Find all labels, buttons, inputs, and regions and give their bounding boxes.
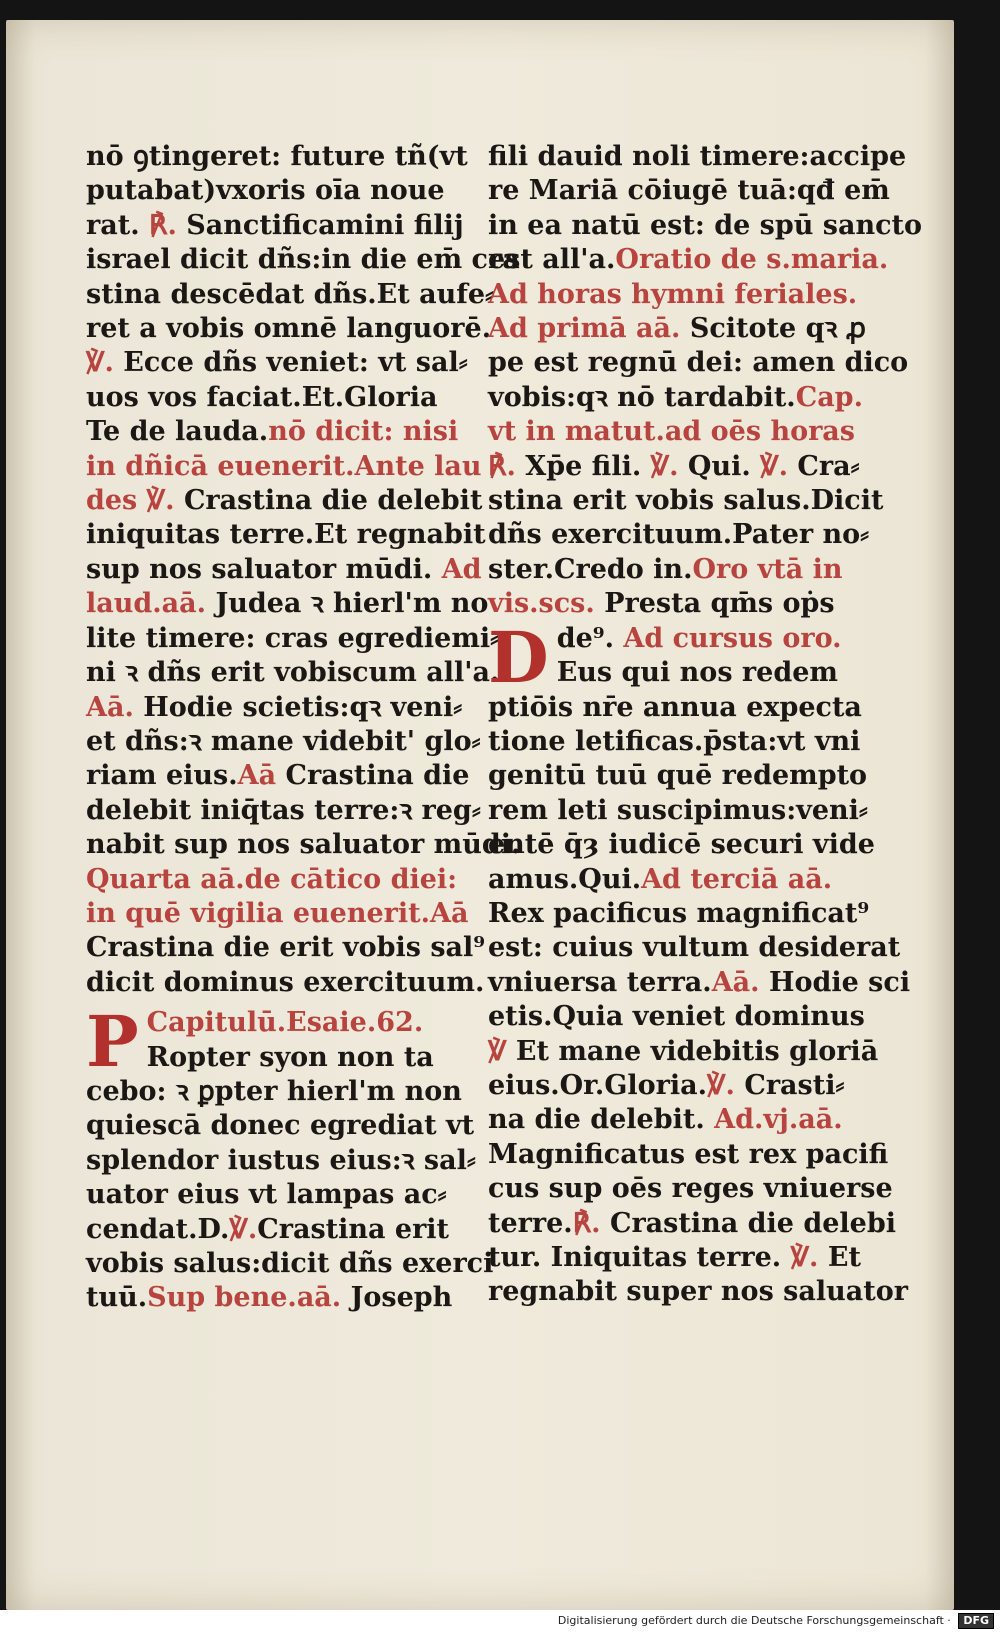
body-text: stina erit vobis salus.Dicit xyxy=(488,485,884,517)
rubric-text: Oro vtā in xyxy=(692,553,843,585)
body-text: est all'a. xyxy=(488,244,616,276)
text-line xyxy=(488,931,901,965)
rubric-text: in quē vigilia euenerit.Aā xyxy=(86,897,469,929)
body-text: tione letificas.p̄sta:vt vni xyxy=(488,725,861,757)
body-text: regnabit super nos saluator xyxy=(488,1276,908,1308)
footer-credit: Digitalisierung gefördert durch die Deutsche Forschungsgemeinschaft · xyxy=(557,1614,951,1627)
rubric-text: ℟. xyxy=(149,209,187,241)
text-line xyxy=(86,656,500,690)
book-page xyxy=(6,20,954,1610)
body-text: sup nos saluator mūdi. xyxy=(86,553,442,585)
text-line xyxy=(488,759,888,793)
initial-paragraph xyxy=(86,1000,494,1316)
text-line xyxy=(488,1069,888,1103)
text-line xyxy=(488,312,888,346)
text-line xyxy=(86,691,486,725)
text-line xyxy=(86,828,521,862)
body-text: Cra⸗ xyxy=(797,450,860,482)
rubric-text: vis.scs. xyxy=(488,588,605,620)
body-text: Et mane videbitis gloriā xyxy=(515,1035,879,1067)
rubric-text: ℣. xyxy=(790,1242,828,1273)
decorated-initial: P xyxy=(86,1000,139,1084)
body-text: ret a vobis omnē languorē. xyxy=(86,313,492,345)
text-line xyxy=(86,966,486,1000)
rubric-text: laud.aā. xyxy=(86,588,216,620)
body-text: Ropter syon non ta xyxy=(146,1041,434,1073)
rubric-text: Aā. xyxy=(711,966,769,998)
body-text: vobis salus:dicit dñs exerci xyxy=(86,1248,494,1279)
body-text: re Mariā cōiugē tuā:qđ em̄ xyxy=(488,175,890,207)
text-line xyxy=(86,381,486,415)
text-line xyxy=(86,863,486,897)
body-text: cus sup oēs reges vniuerse xyxy=(488,1173,893,1205)
body-text: uos vos faciat.Et.Gloria xyxy=(86,381,438,413)
rubric-text: ℣. xyxy=(650,450,688,482)
text-line xyxy=(488,1035,888,1069)
body-text: ptiōis nr̄e annua expecta xyxy=(488,691,862,723)
rubric-text: ℣. xyxy=(760,450,798,482)
text-line xyxy=(86,1247,494,1281)
left-text-column xyxy=(86,140,521,1316)
dfg-logo: DFG xyxy=(958,1613,994,1629)
text-line xyxy=(488,828,888,862)
text-line xyxy=(488,381,888,415)
body-text: etis.Quia veniet dominus xyxy=(488,1001,865,1033)
text-line xyxy=(86,1075,486,1109)
text-line xyxy=(86,553,486,587)
rubric-text: ℟. xyxy=(488,450,526,482)
text-line xyxy=(86,140,486,174)
text-line xyxy=(86,794,486,828)
text-line xyxy=(86,622,500,656)
text-line xyxy=(86,243,520,277)
body-text: riam eius. xyxy=(86,760,238,792)
text-line xyxy=(488,966,911,1000)
body-text: nō ꝯtingeret: future tñ(vt xyxy=(86,141,468,172)
body-text: Crastina die delebit xyxy=(183,485,483,517)
text-line xyxy=(488,1207,896,1241)
body-text: nabit sup nos saluator mūdi. xyxy=(86,829,521,861)
body-text: Scitote qꝛ ꝓ xyxy=(689,313,866,345)
body-text: tuū. xyxy=(86,1282,148,1314)
text-line xyxy=(86,450,486,484)
body-text: uator eius vt lampas ac⸗ xyxy=(86,1179,447,1211)
body-text: rem leti suscipimus:veni⸗ xyxy=(488,794,868,826)
body-text: ster.Credo in. xyxy=(488,553,693,585)
rubric-text: ℣ xyxy=(488,1035,516,1067)
text-line xyxy=(488,174,888,208)
text-line xyxy=(488,209,923,243)
text-line xyxy=(86,931,486,965)
rubric-text: Ad xyxy=(441,553,482,585)
body-text: splendor iustus eius:ꝛ sal⸗ xyxy=(86,1144,476,1176)
text-line xyxy=(488,863,888,897)
text-line xyxy=(488,553,888,587)
rubric-text: Sup bene.aā. xyxy=(147,1282,351,1314)
body-text: Joseph xyxy=(350,1282,453,1314)
text-line xyxy=(488,1172,893,1206)
body-text: terre. xyxy=(488,1207,573,1239)
text-line xyxy=(488,243,888,277)
body-text: de⁹. xyxy=(556,622,624,654)
decorated-initial: D xyxy=(488,615,549,699)
body-text: Magnificatus est rex pacifi xyxy=(488,1138,889,1170)
body-text: vobis:qꝛ nō tardabit. xyxy=(488,381,796,413)
body-text: cendat.D. xyxy=(86,1213,230,1245)
rubric-text: Aā. xyxy=(86,691,144,723)
rubric-text: Oratio de s.maria. xyxy=(615,244,889,276)
body-text: Rex pacificus magnificat⁹ xyxy=(488,897,870,929)
text-line xyxy=(488,1241,888,1275)
initial-paragraph xyxy=(488,615,888,760)
rubric-text: nō dicit: nisi xyxy=(268,416,459,448)
text-line xyxy=(86,1144,486,1178)
text-line xyxy=(488,484,888,518)
text-line xyxy=(86,725,486,759)
body-text: Hodie sci xyxy=(768,966,911,998)
body-text: Crasti⸗ xyxy=(744,1069,845,1101)
text-line xyxy=(86,1006,486,1040)
text-line xyxy=(488,278,888,312)
text-line xyxy=(86,897,486,931)
rubric-text: des ℣. xyxy=(86,485,184,517)
body-text: stina descēdat dñs.Et aufe⸗ xyxy=(86,278,495,310)
text-line xyxy=(488,415,888,449)
text-line xyxy=(488,587,888,621)
text-line xyxy=(86,1109,486,1143)
body-text: rat. xyxy=(86,209,149,241)
body-text: Crastina die erit vobis sal⁹ xyxy=(86,932,486,964)
text-line xyxy=(86,278,495,312)
text-line xyxy=(488,140,907,174)
text-line xyxy=(86,759,486,793)
body-text: putabat)vxoris oīa noue xyxy=(86,175,445,207)
text-line xyxy=(86,1281,486,1315)
text-line xyxy=(488,1275,908,1309)
rubric-text: Quarta aā.de cātico diei: xyxy=(86,863,458,895)
body-text: Crastina die xyxy=(285,760,470,792)
body-text: Eus qui nos redem xyxy=(556,657,838,689)
text-line xyxy=(86,209,486,243)
rubric-text: Ad cursus oro. xyxy=(623,622,842,654)
text-line xyxy=(488,518,888,552)
text-line xyxy=(488,794,888,828)
body-text: cebo: ꝛ ꝑpter hierl'm non xyxy=(86,1075,462,1107)
text-line xyxy=(86,1041,486,1075)
text-line xyxy=(86,1213,486,1247)
text-line xyxy=(488,897,888,931)
rubric-text: ℣. xyxy=(86,347,124,379)
body-text: iniquitas terre.Et regnabit xyxy=(86,519,486,551)
body-text: vniuersa terra. xyxy=(488,966,712,998)
text-line xyxy=(488,450,888,484)
body-text: Crastina die delebi xyxy=(609,1207,896,1239)
body-text: Ecce dñs veniet: vt sal⸗ xyxy=(123,347,468,379)
body-text: Hodie scietis:qꝛ veni⸗ xyxy=(143,691,463,723)
body-text: lite timere: cras egrediemi⸗ xyxy=(86,622,500,654)
body-text: est: cuius vultum desiderat xyxy=(488,932,901,964)
rubric-text: Aā xyxy=(237,760,286,792)
rubric-text: in dñicā euenerit.Ante lau xyxy=(86,450,482,482)
text-line xyxy=(86,484,486,518)
text-line xyxy=(86,518,486,552)
text-line xyxy=(86,312,492,346)
body-text: in ea natū est: de spū sancto xyxy=(488,209,923,241)
rubric-text: Ad.vj.aā. xyxy=(714,1104,843,1136)
body-text: delebit iniq̄tas terre:ꝛ reg⸗ xyxy=(86,794,481,826)
body-text: Sanctificamini filij xyxy=(186,209,464,241)
body-text: tur. Iniquitas terre. xyxy=(488,1242,791,1273)
body-text: genitū tuū quē redempto xyxy=(488,760,868,792)
text-line xyxy=(488,1103,888,1137)
text-line xyxy=(488,691,888,725)
text-line xyxy=(488,1138,888,1172)
text-line xyxy=(488,1000,888,1034)
rubric-text: Ad horas hymni feriales. xyxy=(488,278,858,310)
body-text: quiescā donec egrediat vt xyxy=(86,1110,475,1142)
body-text: Te de lauda. xyxy=(86,416,269,448)
body-text: entē q̄ȝ iudicē securi vide xyxy=(488,829,875,861)
body-text: israel dicit dñs:in die em̄ cra xyxy=(86,244,520,276)
rubric-text: Ad terciā aā. xyxy=(641,863,833,895)
rubric-text: ℟. xyxy=(572,1207,610,1239)
body-text: Qui. xyxy=(687,450,761,482)
body-text: Presta qm̄s oṗs xyxy=(604,588,835,620)
rubric-text: vt in matut.ad oēs horas xyxy=(488,416,856,448)
body-text: dicit dominus exercituum. xyxy=(86,966,485,998)
body-text: fili dauid noli timere:accipe xyxy=(488,141,907,172)
text-line xyxy=(488,725,888,759)
text-line xyxy=(86,415,486,449)
body-text: amus.Qui. xyxy=(488,863,642,895)
text-line xyxy=(86,1178,486,1212)
rubric-text: ℣. xyxy=(707,1069,745,1101)
rubric-text: Cap. xyxy=(795,381,863,413)
right-text-column xyxy=(488,140,923,1310)
body-text: Judea ꝛ hierl'm no xyxy=(215,588,489,620)
body-text: ni ꝛ dñs erit vobiscum all'a. xyxy=(86,657,500,689)
digitization-footer xyxy=(0,1610,1000,1632)
rubric-text: ℣. xyxy=(229,1213,258,1245)
body-text: na die delebit. xyxy=(488,1104,715,1136)
rubric-text: Capitulū.Esaie.62. xyxy=(146,1007,424,1039)
body-text: et dñs:ꝛ mane videbit' glo⸗ xyxy=(86,725,481,757)
text-line xyxy=(86,346,486,380)
text-line xyxy=(86,174,486,208)
text-line xyxy=(488,346,909,380)
body-text: Xp̄e fili. xyxy=(525,450,651,482)
body-text: Et xyxy=(827,1242,861,1273)
body-text: Crastina erit xyxy=(257,1213,450,1245)
body-text: dñs exercituum.Pater no⸗ xyxy=(488,519,870,551)
body-text: eius.Or.Gloria. xyxy=(488,1069,708,1101)
text-line xyxy=(86,587,489,621)
body-text: pe est regnū dei: amen dico xyxy=(488,347,909,379)
rubric-text: Ad primā aā. xyxy=(488,313,690,345)
